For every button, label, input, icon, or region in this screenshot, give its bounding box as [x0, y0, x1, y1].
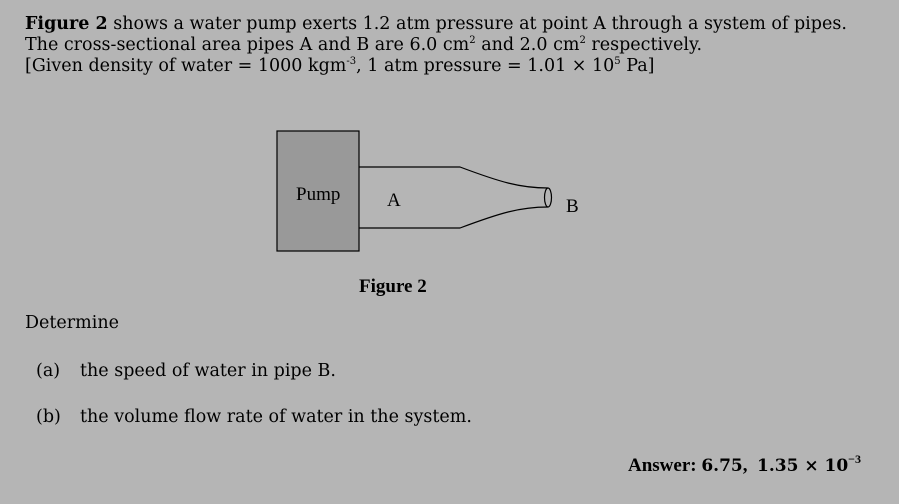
answer-value-1: 6.75 — [701, 456, 743, 476]
answer-separator: , — [742, 455, 757, 476]
intro-line-2-text-c: respectively. — [585, 35, 703, 55]
answer — [627, 452, 861, 477]
point-a-label: A — [387, 190, 401, 211]
part-b-text: the volume flow rate of water in the system. — [80, 407, 472, 427]
intro-line-1-text: shows a water pump exerts 1.2 atm pressure at point A through a system of pipes. — [107, 14, 847, 34]
point-b-label: B — [566, 196, 579, 217]
intro-line-2-text-a: The cross-sectional area pipes A and B are 6.0 cm — [25, 35, 470, 55]
part-b-label: (b) — [36, 407, 61, 427]
answer-value-2: 1.35 × 10 — [757, 456, 849, 476]
superscript: 2 — [469, 35, 476, 46]
part-a-text: the speed of water in pipe B. — [80, 361, 336, 381]
pump-label: Pump — [296, 184, 341, 205]
figure-reference: Figure 2 — [25, 14, 108, 34]
question-lead: Determine — [25, 313, 119, 333]
intro-line-3-text-a: [Given density of water = 1000 kgm — [25, 56, 347, 76]
part-a-label: (a) — [36, 361, 61, 381]
intro-line-3-text-b: , 1 atm pressure = 1.01 × 10 — [356, 56, 615, 76]
figure-caption: Figure 2 — [359, 276, 427, 297]
answer-prefix: Answer: — [627, 455, 702, 476]
superscript: 2 — [579, 35, 586, 46]
answer-exponent: −3 — [848, 452, 861, 466]
pipe-b-outlet — [545, 188, 552, 207]
intro-line-2-text-b: and 2.0 cm — [475, 35, 580, 55]
intro-line-3-text-c: Pa] — [620, 56, 655, 76]
superscript: -3 — [346, 56, 357, 67]
pipe-upper-wall — [359, 167, 548, 188]
superscript: 5 — [614, 56, 621, 67]
